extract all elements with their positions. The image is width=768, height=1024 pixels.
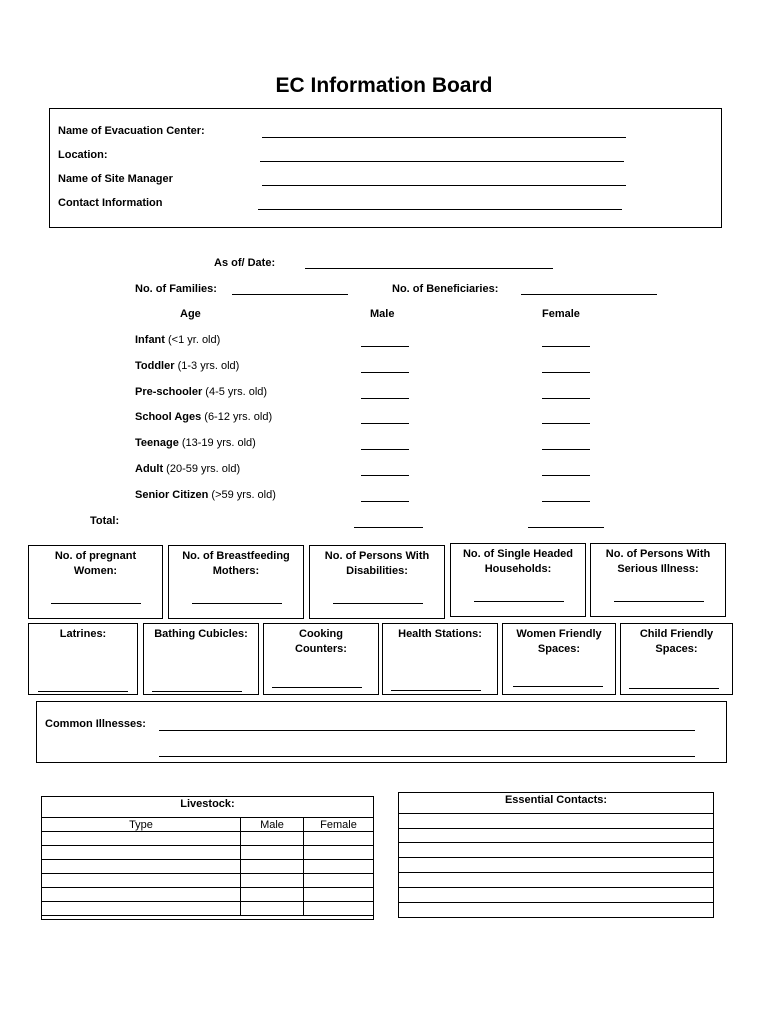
age-row-label (135, 489, 276, 501)
male-header: Male (370, 308, 395, 320)
age-group-name: Teenage (135, 437, 179, 450)
stat-box-field[interactable] (614, 601, 704, 602)
facility-field[interactable] (629, 688, 719, 689)
stat-box-serious-illness (590, 543, 726, 617)
facility-box-health (382, 623, 498, 695)
center-name-label: Name of Evacuation Center: (58, 125, 205, 137)
facility-field[interactable] (152, 691, 242, 692)
stat-box-field[interactable] (51, 603, 141, 604)
stat-box-field[interactable] (474, 601, 564, 602)
age-group-range: (6-12 yrs. old) (201, 411, 273, 424)
stat-box-field[interactable] (192, 603, 282, 604)
age-male-field[interactable] (361, 372, 409, 373)
livestock-table (41, 817, 374, 916)
age-group-name: Pre-schooler (135, 385, 203, 398)
contact-row[interactable] (399, 842, 713, 843)
age-row-label (135, 386, 267, 398)
stat-box-breastfeeding (168, 545, 304, 619)
facility-label: Latrines: (59, 628, 107, 640)
facility-field[interactable] (513, 686, 603, 687)
stat-box-single-headed (450, 543, 586, 617)
table-row[interactable] (42, 888, 374, 902)
stat-box-label: No. of Persons With Disabilities: (324, 550, 430, 577)
age-row-label (135, 437, 256, 449)
contact-row[interactable] (399, 902, 713, 903)
age-group-range: (<1 yr. old) (164, 334, 221, 346)
facility-label: Women Friendly Spaces: (516, 628, 602, 655)
livestock-box (41, 796, 374, 920)
age-female-field[interactable] (542, 423, 590, 424)
age-group-range: (>59 yrs. old) (208, 488, 276, 501)
site-manager-field[interactable] (262, 185, 626, 186)
livestock-title: Livestock: (180, 798, 235, 810)
beneficiaries-field[interactable] (521, 294, 657, 295)
age-row-label (135, 411, 272, 423)
stat-box-label: No. of pregnant Women: (54, 550, 137, 577)
facility-label: Child Friendly Spaces: (639, 628, 714, 655)
age-group-name: Senior Citizen (135, 488, 209, 501)
age-row-label (135, 360, 239, 372)
contact-label: Contact Information (58, 197, 163, 209)
stat-box-pregnant (28, 545, 163, 619)
contact-row[interactable] (399, 887, 713, 888)
age-male-field[interactable] (361, 475, 409, 476)
illnesses-field-2[interactable] (159, 756, 695, 757)
families-label: No. of Families: (135, 283, 217, 295)
illnesses-field-1[interactable] (159, 730, 695, 731)
age-group-range: (1-3 yrs. old) (174, 359, 240, 372)
age-group-name: Toddler (135, 359, 175, 372)
beneficiaries-label: No. of Beneficiaries: (392, 283, 499, 295)
age-male-field[interactable] (361, 346, 409, 347)
facility-field[interactable] (391, 690, 481, 691)
table-row[interactable] (42, 860, 374, 874)
as-of-label: As of/ Date: (214, 257, 276, 269)
age-male-field[interactable] (361, 501, 409, 502)
age-group-range: (4-5 yrs. old) (202, 385, 268, 398)
age-male-field[interactable] (361, 449, 409, 450)
total-male-field[interactable] (354, 527, 423, 528)
age-group-name: School Ages (135, 411, 202, 424)
table-row[interactable] (42, 846, 374, 860)
table-row[interactable] (42, 832, 374, 846)
livestock-col-female: Female (304, 818, 374, 832)
livestock-col-male: Male (241, 818, 304, 832)
facility-box-cooking (263, 623, 379, 695)
contact-row[interactable] (399, 857, 713, 858)
stat-box-disabilities (309, 545, 445, 619)
site-manager-label: Name of Site Manager (58, 173, 173, 185)
age-group-name: Infant (135, 334, 165, 346)
contact-field[interactable] (258, 209, 622, 210)
center-name-field[interactable] (262, 137, 626, 138)
contact-row[interactable] (399, 872, 713, 873)
stat-box-field[interactable] (333, 603, 423, 604)
facility-box-child-friendly (620, 623, 733, 695)
facility-box-latrines (28, 623, 138, 695)
age-female-field[interactable] (542, 475, 590, 476)
age-female-field[interactable] (542, 372, 590, 373)
table-row (42, 818, 374, 832)
location-field[interactable] (260, 161, 624, 162)
stat-box-label: No. of Persons With Serious Illness: (605, 548, 711, 575)
age-group-name: Adult (135, 463, 164, 475)
facility-field[interactable] (38, 691, 128, 692)
facility-field[interactable] (272, 687, 362, 688)
facility-label: Health Stations: (398, 628, 482, 640)
contact-row[interactable] (399, 828, 713, 829)
location-label: Location: (58, 149, 108, 161)
age-female-field[interactable] (542, 398, 590, 399)
age-female-field[interactable] (542, 346, 590, 347)
center-info-box (49, 108, 722, 228)
contacts-title: Essential Contacts: (504, 794, 608, 806)
age-male-field[interactable] (361, 423, 409, 424)
age-group-range: (20-59 yrs. old) (163, 463, 241, 475)
total-female-field[interactable] (528, 527, 604, 528)
contacts-box (398, 792, 714, 918)
illnesses-label: Common Illnesses: (45, 718, 146, 730)
facility-box-bathing (143, 623, 259, 695)
table-row[interactable] (42, 874, 374, 888)
stat-box-label: No. of Breastfeeding Mothers: (182, 550, 290, 577)
stat-box-label: No. of Single Headed Households: (462, 548, 573, 575)
female-header: Female (542, 308, 580, 320)
age-header: Age (180, 308, 201, 320)
facility-box-women-friendly (502, 623, 616, 695)
age-female-field[interactable] (542, 449, 590, 450)
illnesses-box (36, 701, 727, 763)
page-title: EC Information Board (275, 74, 493, 97)
families-field[interactable] (232, 294, 348, 295)
age-row-label (135, 463, 240, 475)
facility-label: Cooking Counters: (295, 628, 347, 655)
total-label: Total: (90, 515, 120, 527)
table-row[interactable] (42, 902, 374, 916)
age-male-field[interactable] (361, 398, 409, 399)
age-female-field[interactable] (542, 501, 590, 502)
livestock-col-type: Type (42, 818, 241, 832)
as-of-field[interactable] (305, 268, 553, 269)
facility-label: Bathing Cubicles: (154, 628, 248, 640)
contact-row[interactable] (399, 813, 713, 814)
age-group-range: (13-19 yrs. old) (178, 437, 256, 450)
age-row-label (135, 334, 220, 346)
